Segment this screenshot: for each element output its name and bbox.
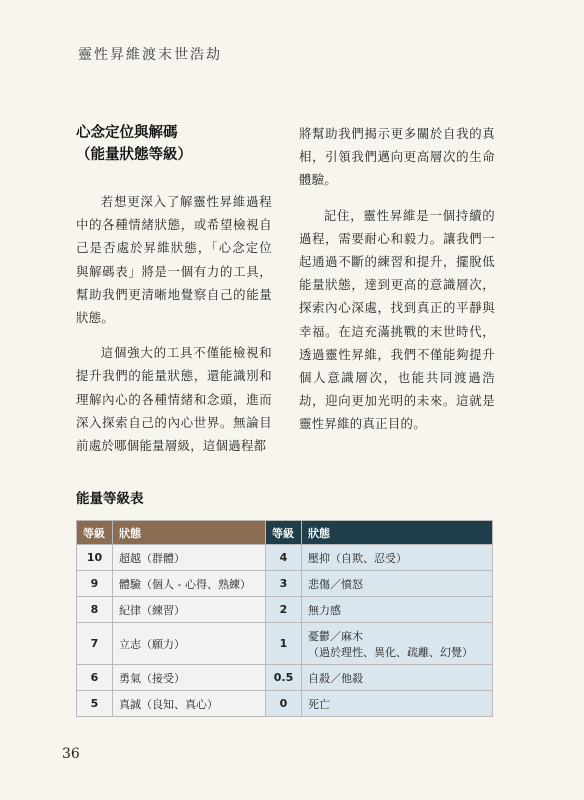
level-cell: 5: [77, 691, 113, 717]
level-cell: 4: [266, 545, 302, 571]
table-row: [77, 691, 493, 717]
table-title: 能量等級表: [76, 491, 144, 507]
level-cell: 0.5: [266, 665, 302, 691]
state-cell: 悲傷／憤怒: [302, 571, 493, 597]
running-head: 靈性昇維渡末世浩劫: [78, 47, 222, 63]
level-cell: 9: [77, 571, 113, 597]
state-cell: 勇氣（接受）: [113, 665, 266, 691]
header-level: 等級: [77, 521, 113, 545]
page-number: 36: [62, 746, 80, 762]
level-cell: 0: [266, 691, 302, 717]
state-cell: 超越（群體）: [113, 545, 266, 571]
section-subtitle: （能量狀態等級）: [76, 147, 192, 163]
table-header-row: [77, 521, 493, 545]
header-state: 狀態: [302, 521, 493, 545]
level-cell: 2: [266, 597, 302, 623]
level-cell: 3: [266, 571, 302, 597]
header-level: 等級: [266, 521, 302, 545]
left-column: [76, 122, 272, 457]
state-cell: 體驗（個人 - 心得、熟練）: [113, 571, 266, 597]
table-row: [77, 571, 493, 597]
table-row: [77, 545, 493, 571]
body-paragraph: 記住，靈性昇維是一個持續的過程，需要耐心和毅力。讓我們一起通過不斷的練習和提升，擺脫低能量狀態，達到更高的意識層次，探索內心深處，找到真正的平靜與幸福。在這充滿挑戰的末世時代，透過靈性昇維，我們不僅能夠提升個人意識層次，也能共同渡過浩劫，迎向更加光明的未來。這就是靈性昇維的真正目的。: [299, 207, 495, 432]
table-row: [77, 597, 493, 623]
state-cell: 真誠（良知、真心）: [113, 691, 266, 717]
state-cell: 紀律（練習）: [113, 597, 266, 623]
state-cell: 無力感: [302, 597, 493, 623]
table-row: [77, 665, 493, 691]
right-column: [299, 122, 495, 436]
body-paragraph: 這個強大的工具不僅能檢視和提升我們的能量狀態，還能識別和理解內心的各種情緒和念頭，進而深入探索自己的內心世界。無論目前處於哪個能量層級，這個過程都: [76, 345, 272, 454]
table-row: [77, 623, 493, 665]
state-cell: 死亡: [302, 691, 493, 717]
level-cell: 6: [77, 665, 113, 691]
level-cell: 10: [77, 545, 113, 571]
level-cell: 7: [77, 623, 113, 665]
section-title: 心念定位與解碼: [76, 125, 178, 141]
level-cell: 8: [77, 597, 113, 623]
header-state: 狀態: [113, 521, 266, 545]
state-text: 憂鬱／麻木: [308, 629, 363, 643]
energy-level-table: [76, 520, 493, 717]
state-cell: 自殺／他殺: [302, 665, 493, 691]
level-cell: 1: [266, 623, 302, 665]
state-cell: 立志（願力）: [113, 623, 266, 665]
body-paragraph: 若想更深入了解靈性昇維過程中的各種情緒狀態，或希望檢視自己是否處於昇維狀態，「心念定位與解碼表」將是一個有力的工具，幫助我們更清晰地覺察自己的能量狀態。: [76, 194, 272, 326]
state-cell: 壓抑（自欺、忍受）: [302, 545, 493, 571]
state-note: （過於理性、異化、疏離、幻覺）: [308, 645, 473, 659]
state-cell: [302, 623, 493, 665]
body-paragraph: 將幫助我們揭示更多關於自我的真相，引領我們邁向更高層次的生命體驗。: [299, 126, 495, 188]
